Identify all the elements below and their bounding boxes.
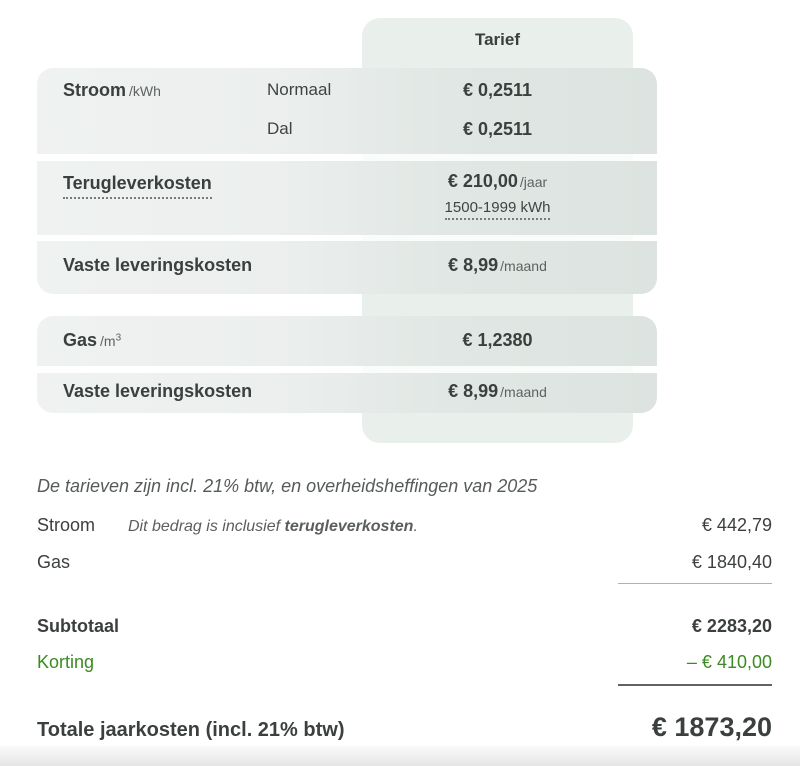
subtotal-amount: € 2283,20 <box>691 616 772 636</box>
row-separator <box>37 366 657 373</box>
row-terugleverkosten <box>37 161 657 235</box>
subtotal-label: Subtotaal <box>37 616 120 636</box>
terugleverkosten-value-line <box>362 171 633 192</box>
gas-unit: $/m^3$ <box>100 332 122 349</box>
summary-divider <box>618 583 772 584</box>
gas-label-cell <box>63 330 121 351</box>
stroom-unit: /kWh <box>129 83 161 99</box>
stroom-variant-dal-label: Dal <box>267 119 293 138</box>
total-row <box>37 712 772 743</box>
summary-row-gas <box>37 552 772 573</box>
gas-value: € 1,2380 <box>462 330 533 350</box>
summary-row-subtotal <box>37 616 772 637</box>
stroom-label: Stroom <box>63 80 126 100</box>
terugleverkosten-value: € 210,00 <box>447 171 518 191</box>
terugleverkosten-value-cell <box>362 171 633 220</box>
terugleverkosten-bracket-tooltip-trigger[interactable]: 1500-1999 kWh <box>445 199 551 220</box>
row-vaste-leveringskosten-stroom <box>37 241 657 294</box>
tarief-column-header: Tarief <box>474 30 521 49</box>
row-separator <box>37 154 657 161</box>
terugleverkosten-label-cell <box>63 173 212 194</box>
tariff-footnote: De tarieven zijn incl. 21% btw, en overheidsheffingen van 2025 <box>37 476 538 496</box>
row-stroom <box>37 68 657 154</box>
summary-gas-amount: € 1840,40 <box>691 552 772 572</box>
terugleverkosten-label-tooltip-trigger[interactable]: Terugleverkosten <box>63 173 212 199</box>
stroom-label-cell <box>63 80 161 101</box>
vaste-leveringskosten-gas-label-cell: Vaste leveringskosten <box>63 381 253 401</box>
vaste-leveringskosten-stroom-value: € 8,99 /maand <box>448 255 547 275</box>
total-divider <box>618 684 772 686</box>
summary-stroom-amount: € 442,79 <box>701 515 772 535</box>
vaste-leveringskosten-stroom-label-cell: Vaste leveringskosten <box>63 255 253 275</box>
terugleverkosten-value-unit: /jaar <box>519 174 548 190</box>
summary-row-stroom <box>37 515 772 536</box>
row-gas <box>37 316 657 366</box>
row-vaste-leveringskosten-gas <box>37 373 657 413</box>
summary-stroom-note: Dit bedrag is inclusief terugleverkosten. <box>128 518 418 535</box>
total-amount: € 1873,20 <box>651 712 772 742</box>
summary-row-discount <box>37 652 772 673</box>
discount-amount: – € 410,00 <box>686 652 772 672</box>
stroom-variant-normaal-label: Normaal <box>267 80 332 99</box>
summary-stroom-label: Stroom <box>37 515 96 535</box>
total-label: Totale jaarkosten (incl. 21% btw) <box>37 719 345 741</box>
terugleverkosten-bracket-line <box>362 199 633 220</box>
vaste-leveringskosten-gas-value: € 8,99 /maand <box>448 381 547 401</box>
discount-label: Korting <box>37 652 95 672</box>
stroom-variant-dal-value: € 0,2511 <box>462 119 533 139</box>
bottom-shadow-gradient <box>0 746 800 766</box>
stroom-variant-normaal-value: € 0,2511 <box>462 80 533 100</box>
summary-gas-label: Gas <box>37 552 71 572</box>
gas-label: Gas <box>63 330 98 350</box>
